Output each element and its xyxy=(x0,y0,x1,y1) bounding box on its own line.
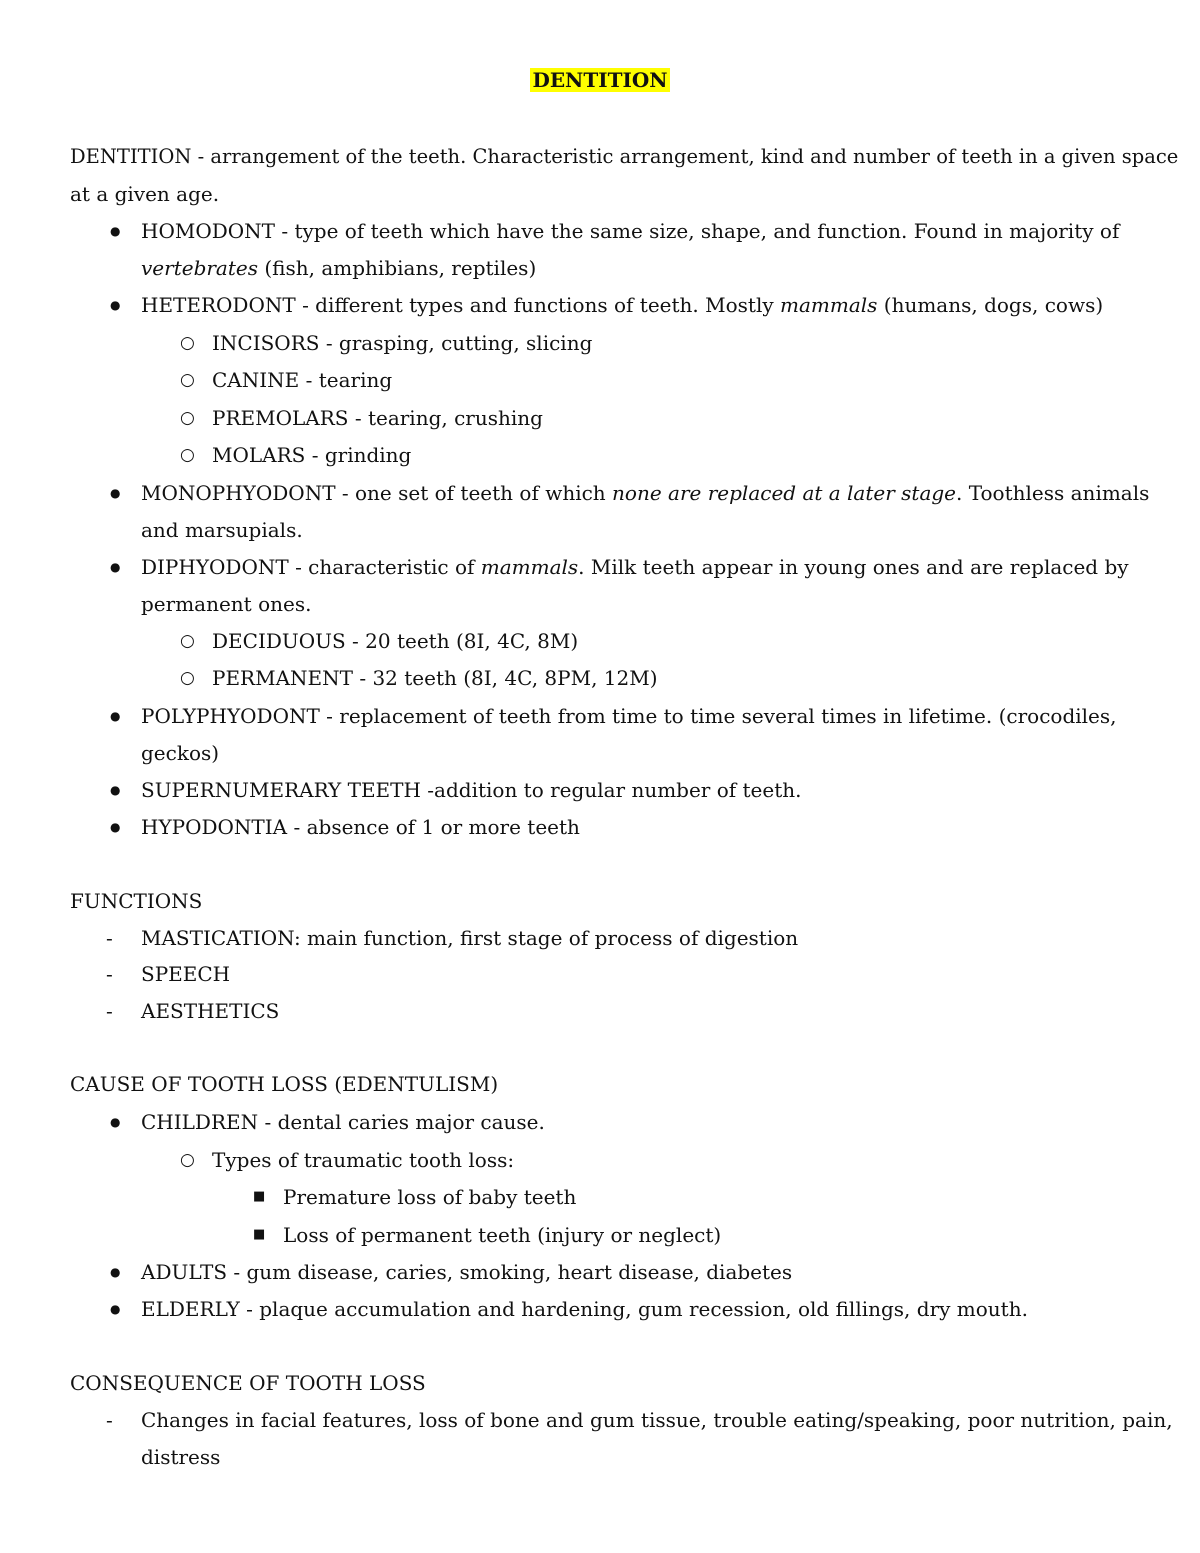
bullet-icon: ● xyxy=(110,486,121,500)
homodont-line-1: HOMODONT - type of teeth which have the same size, shape, and function. Found in majority of xyxy=(141,219,1120,243)
heterodont-sub-item: INCISORS - grasping, cutting, slicing xyxy=(212,331,593,355)
consequence-heading: CONSEQUENCE OF TOOTH LOSS xyxy=(70,1371,426,1395)
heterodont-sub-item: CANINE - tearing xyxy=(212,368,393,392)
diphyodont-line-2: permanent ones. xyxy=(141,592,312,616)
diphyodont-line-1 xyxy=(141,552,1129,582)
diphyodont-sub-item: PERMANENT - 32 teeth (8I, 4C, 8PM, 12M) xyxy=(212,666,658,690)
children-line: CHILDREN - dental caries major cause. xyxy=(141,1110,545,1134)
bullet-icon: ● xyxy=(110,1115,121,1129)
monophyodont-italic: none are replaced at a later stage xyxy=(612,481,957,505)
supernumerary-line: SUPERNUMERARY TEETH -addition to regular number of teeth. xyxy=(141,778,802,802)
consequence-line-2: distress xyxy=(141,1445,221,1469)
dash-icon: - xyxy=(106,926,113,950)
heterodont-post: (humans, dogs, cows) xyxy=(877,293,1104,317)
bullet-icon: ● xyxy=(110,298,121,312)
title-container xyxy=(0,68,1200,92)
bullet-icon: ● xyxy=(110,1265,121,1279)
intro-line-1: DENTITION - arrangement of the teeth. Characteristic arrangement, kind and number of teeth in a given space xyxy=(70,145,1179,168)
monophyodont-line-1 xyxy=(141,478,1149,508)
polyphyodont-line-1: POLYPHYODONT - replacement of teeth from time to time several times in lifetime. (crocodiles, xyxy=(141,704,1117,728)
intro-line-2: at a given age. xyxy=(70,182,220,206)
bullet-icon: ● xyxy=(110,783,121,797)
functions-heading: FUNCTIONS xyxy=(70,889,203,913)
circle-bullet-icon: ○ xyxy=(180,370,195,390)
diphyodont-pre: DIPHYODONT - characteristic of xyxy=(141,555,481,579)
children-sub-item: Loss of permanent teeth (injury or neglect) xyxy=(283,1223,722,1247)
consequence-line-1: Changes in facial features, loss of bone and gum tissue, trouble eating/speaking, poor nutrition, pain, xyxy=(141,1408,1173,1432)
heterodont-line xyxy=(141,290,1103,320)
children-sub-item: Premature loss of baby teeth xyxy=(283,1185,577,1209)
circle-bullet-icon: ○ xyxy=(180,445,195,465)
heterodont-sub-item: PREMOLARS - tearing, crushing xyxy=(212,406,543,430)
functions-item: MASTICATION: main function, first stage of process of digestion xyxy=(141,926,799,950)
diphyodont-italic: mammals xyxy=(480,555,579,579)
children-sub-line: Types of traumatic tooth loss: xyxy=(212,1148,515,1172)
diphyodont-sub-item: DECIDUOUS - 20 teeth (8I, 4C, 8M) xyxy=(212,629,579,653)
bullet-icon: ● xyxy=(110,709,121,723)
circle-bullet-icon: ○ xyxy=(180,631,195,651)
adults-line: ADULTS - gum disease, caries, smoking, heart disease, diabetes xyxy=(141,1260,793,1284)
dash-icon: - xyxy=(106,1408,113,1432)
homodont-line-2 xyxy=(141,253,536,283)
functions-item: AESTHETICS xyxy=(141,999,280,1023)
bullet-icon: ● xyxy=(110,820,121,834)
bullet-icon: ● xyxy=(110,560,121,574)
dash-icon: - xyxy=(106,999,113,1023)
heterodont-pre: HETERODONT - different types and functions of teeth. Mostly xyxy=(141,293,781,317)
diphyodont-post: . Milk teeth appear in young ones and are replaced by xyxy=(578,555,1129,579)
circle-bullet-icon: ○ xyxy=(180,333,195,353)
monophyodont-post: . Toothless animals xyxy=(956,481,1150,505)
functions-item: SPEECH xyxy=(141,962,231,986)
bullet-icon: ● xyxy=(110,1302,121,1316)
dash-icon: - xyxy=(106,962,113,986)
polyphyodont-line-2: geckos) xyxy=(141,741,220,765)
homodont-italic: vertebrates xyxy=(141,256,258,280)
monophyodont-line-2: and marsupials. xyxy=(141,518,303,542)
circle-bullet-icon: ○ xyxy=(180,668,195,688)
homodont-rest: (fish, amphibians, reptiles) xyxy=(258,256,537,280)
heterodont-italic: mammals xyxy=(780,293,878,317)
circle-bullet-icon: ○ xyxy=(180,1150,195,1170)
square-bullet-icon: ■ xyxy=(253,1189,266,1204)
hypodontia-line: HYPODONTIA - absence of 1 or more teeth xyxy=(141,815,580,839)
document-title: DENTITION xyxy=(532,68,668,92)
bullet-icon: ● xyxy=(110,224,121,238)
heterodont-sub-item: MOLARS - grinding xyxy=(212,443,412,467)
square-bullet-icon: ■ xyxy=(253,1227,266,1242)
cause-heading: CAUSE OF TOOTH LOSS (EDENTULISM) xyxy=(70,1072,499,1096)
circle-bullet-icon: ○ xyxy=(180,408,195,428)
monophyodont-pre: MONOPHYODONT - one set of teeth of which xyxy=(141,481,613,505)
elderly-line: ELDERLY - plaque accumulation and hardening, gum recession, old fillings, dry mouth. xyxy=(141,1297,1028,1321)
